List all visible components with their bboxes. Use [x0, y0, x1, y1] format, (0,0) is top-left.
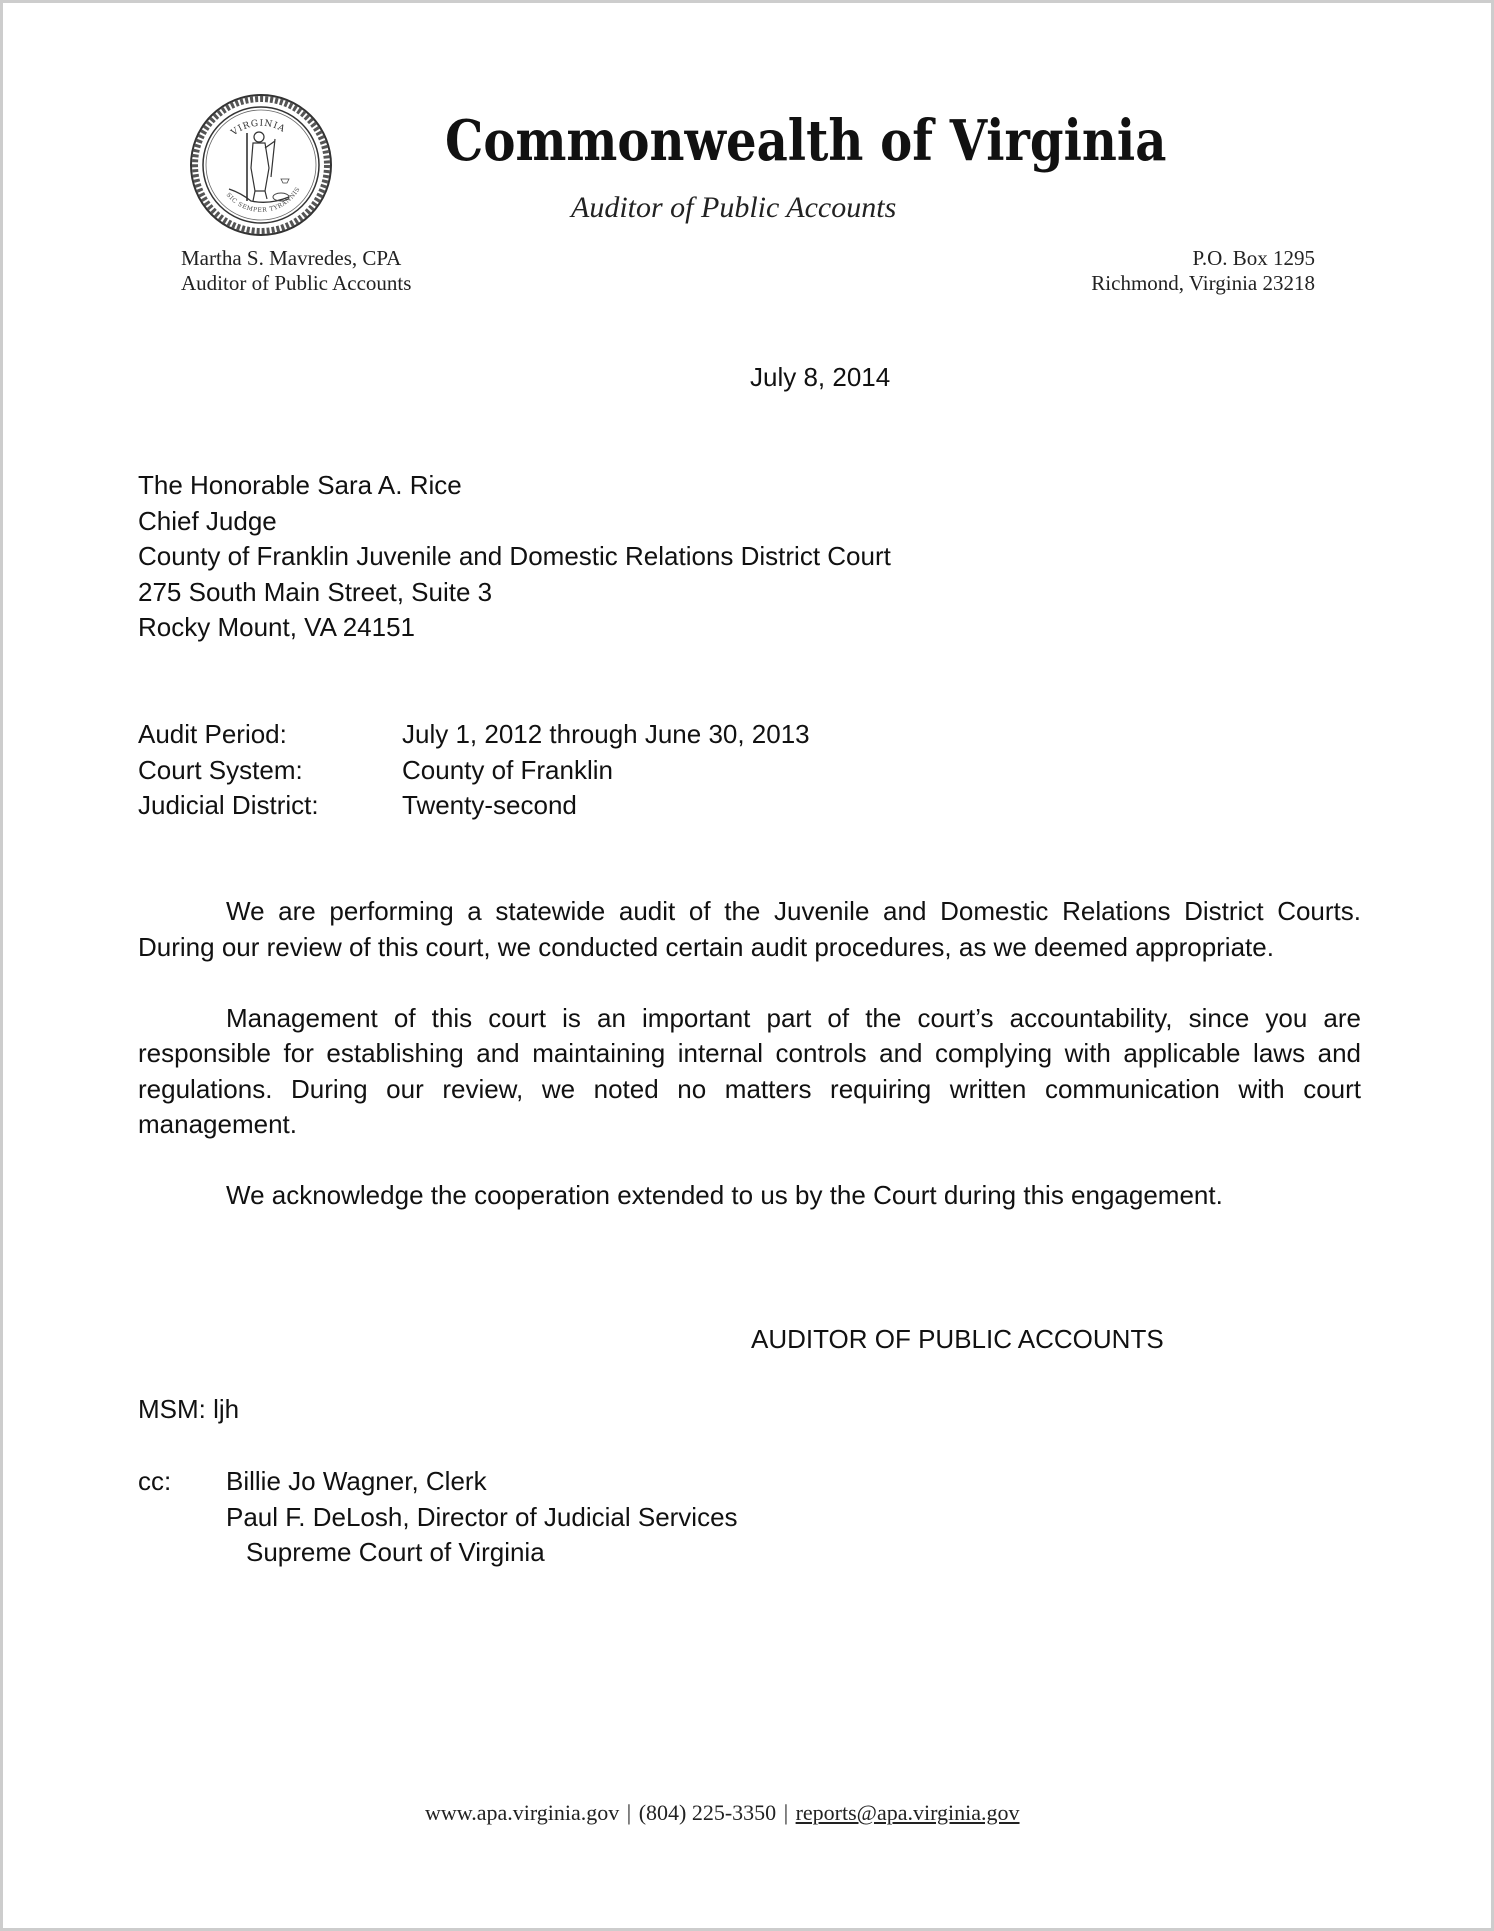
court-system-value: County of Franklin [402, 754, 613, 785]
letter-body [138, 894, 1361, 1249]
recipient-city: Rocky Mount, VA 24151 [138, 612, 416, 642]
city-state-zip: Richmond, Virginia 23218 [1091, 271, 1315, 295]
mailing-address [1091, 246, 1315, 296]
cc-recipient: Billie Jo Wagner, Clerk [226, 1466, 487, 1496]
audit-period-label: Audit Period: [138, 719, 287, 749]
judicial-district-row [138, 788, 810, 824]
cc-row-1 [138, 1464, 738, 1500]
recipient-address [138, 468, 891, 646]
cc-row-2 [138, 1500, 738, 1536]
letter-footer [425, 1799, 1020, 1827]
letter-date: July 8, 2014 [750, 362, 891, 392]
recipient-title: Chief Judge [138, 505, 277, 536]
judicial-district-label: Judicial District: [138, 790, 319, 820]
auditor-name: Martha S. Mavredes, CPA [181, 246, 402, 270]
judicial-district-value: Twenty-second [402, 790, 577, 820]
po-box: P.O. Box 1295 [1192, 246, 1315, 270]
cc-label: cc: [138, 1466, 172, 1496]
recipient-street: 275 South Main Street, Suite 3 [138, 576, 493, 607]
email-link[interactable]: reports@apa.virginia.gov [795, 1800, 1020, 1825]
paragraph-audit-scope: We are performing a statewide audit of the Juvenile and Domestic Relations District Courts. During our review of this court, we conducted certain audit procedures, as we deemed appropriate. [138, 896, 1361, 962]
paragraph-acknowledgement: We acknowledge the cooperation extended to us by the Court during this engagement. [226, 1180, 1223, 1210]
signature-block: AUDITOR OF PUBLIC ACCOUNTS [751, 1324, 1164, 1354]
phone-number: (804) 225-3350 [638, 1800, 777, 1825]
audit-info [138, 717, 810, 824]
cc-recipient-affiliation: Supreme Court of Virginia [246, 1537, 545, 1567]
website-link[interactable]: www.apa.virginia.gov [425, 1800, 620, 1825]
audit-period-value: July 1, 2012 through June 30, 2013 [402, 719, 810, 749]
svg-text:SIC SEMPER TYRANNIS: SIC SEMPER TYRANNIS [224, 185, 302, 214]
auditor-info [181, 246, 411, 296]
auditor-title: Auditor of Public Accounts [181, 271, 412, 295]
recipient-court: County of Franklin Juvenile and Domestic Relations District Court [138, 541, 891, 571]
letterhead-title: Commonwealth of Virginia [445, 108, 1167, 174]
footer-separator: | [626, 1800, 632, 1825]
virginia-seal-icon [189, 93, 333, 237]
court-system-label: Court System: [138, 754, 303, 785]
footer-separator: | [783, 1800, 789, 1825]
paragraph-management: Management of this court is an important part of the court’s accountability, since you are responsible for establishing and maintaining internal controls and complying with applicable laws and regulations. During our review, we noted no matters requiring written communication with court management. [138, 1002, 1361, 1139]
recipient-name: The Honorable Sara A. Rice [138, 470, 462, 500]
reference-initials: MSM: ljh [138, 1394, 240, 1424]
letterhead-subtitle: Auditor of Public Accounts [571, 191, 897, 224]
svg-text:VIRGINIA: VIRGINIA [229, 118, 288, 139]
audit-period-row [138, 717, 810, 753]
cc-recipient: Paul F. DeLosh, Director of Judicial Services [226, 1501, 738, 1532]
court-system-row [138, 753, 810, 789]
cc-list [138, 1464, 738, 1571]
